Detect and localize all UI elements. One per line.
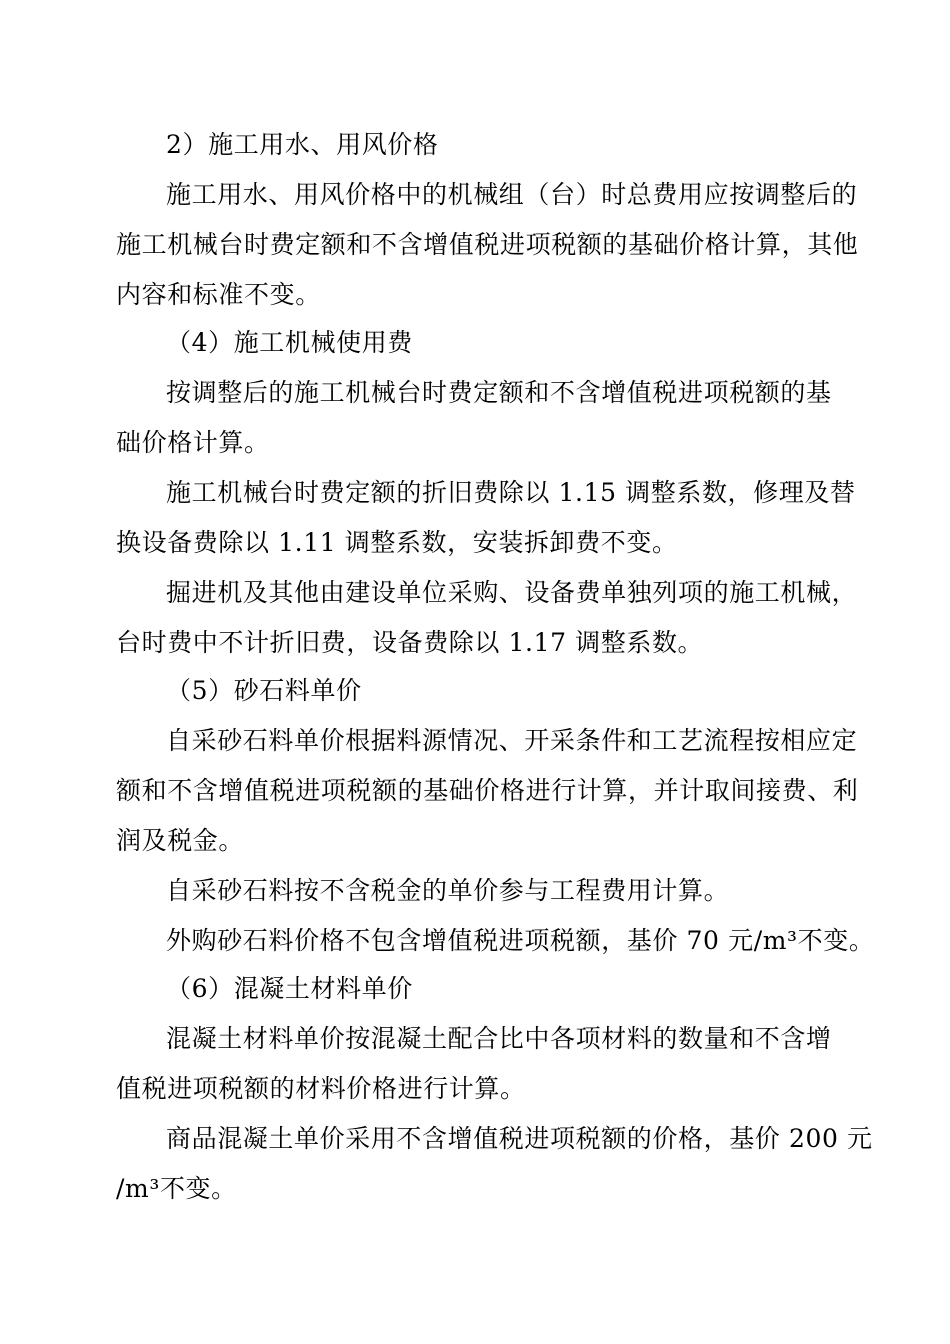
paragraph-line: 自采砂石料单价根据料源情况、开采条件和工艺流程按相应定 [166, 726, 858, 755]
paragraph-line: 施工机械台时费定额的折旧费除以 1.15 调整系数，修理及替 [166, 478, 856, 507]
paragraph-line: 内容和标准不变。 [116, 280, 321, 309]
paragraph-line: 商品混凝土单价采用不含增值税进项税额的价格，基价 200 元 [166, 1124, 873, 1153]
paragraph-line: 台时费中不计折旧费，设备费除以 1.17 调整系数。 [116, 628, 704, 657]
paragraph-line: 础价格计算。 [116, 428, 270, 457]
paragraph-line: 混凝土材料单价按混凝土配合比中各项材料的数量和不含增 [166, 1024, 832, 1053]
paragraph-line: /m³不变。 [116, 1174, 237, 1203]
section-heading-machinery: （4）施工机械使用费 [166, 328, 413, 357]
section-heading-concrete: （6）混凝土材料单价 [166, 974, 413, 1003]
paragraph-line: 按调整后的施工机械台时费定额和不含增值税进项税额的基 [166, 378, 832, 407]
section-heading-water-wind: 2）施工用水、用风价格 [166, 130, 439, 159]
paragraph-line: 施工用水、用风价格中的机械组（台）时总费用应按调整后的 [166, 180, 858, 209]
paragraph-line: 外购砂石料价格不包含增值税进项税额，基价 70 元/m³不变。 [166, 926, 875, 955]
paragraph-line: 值税进项税额的材料价格进行计算。 [116, 1074, 526, 1103]
section-heading-gravel: （5）砂石料单价 [166, 676, 362, 705]
paragraph-line: 换设备费除以 1.11 调整系数，安装拆卸费不变。 [116, 528, 678, 557]
paragraph-line: 润及税金。 [116, 826, 245, 855]
paragraph-line: 掘进机及其他由建设单位采购、设备费单独列项的施工机械， [166, 578, 858, 607]
paragraph-line: 自采砂石料按不含税金的单价参与工程费用计算。 [166, 876, 730, 905]
paragraph-line: 施工机械台时费定额和不含增值税进项税额的基础价格计算，其他 [116, 230, 859, 259]
paragraph-line: 额和不含增值税进项税额的基础价格进行计算，并计取间接费、利 [116, 776, 859, 805]
